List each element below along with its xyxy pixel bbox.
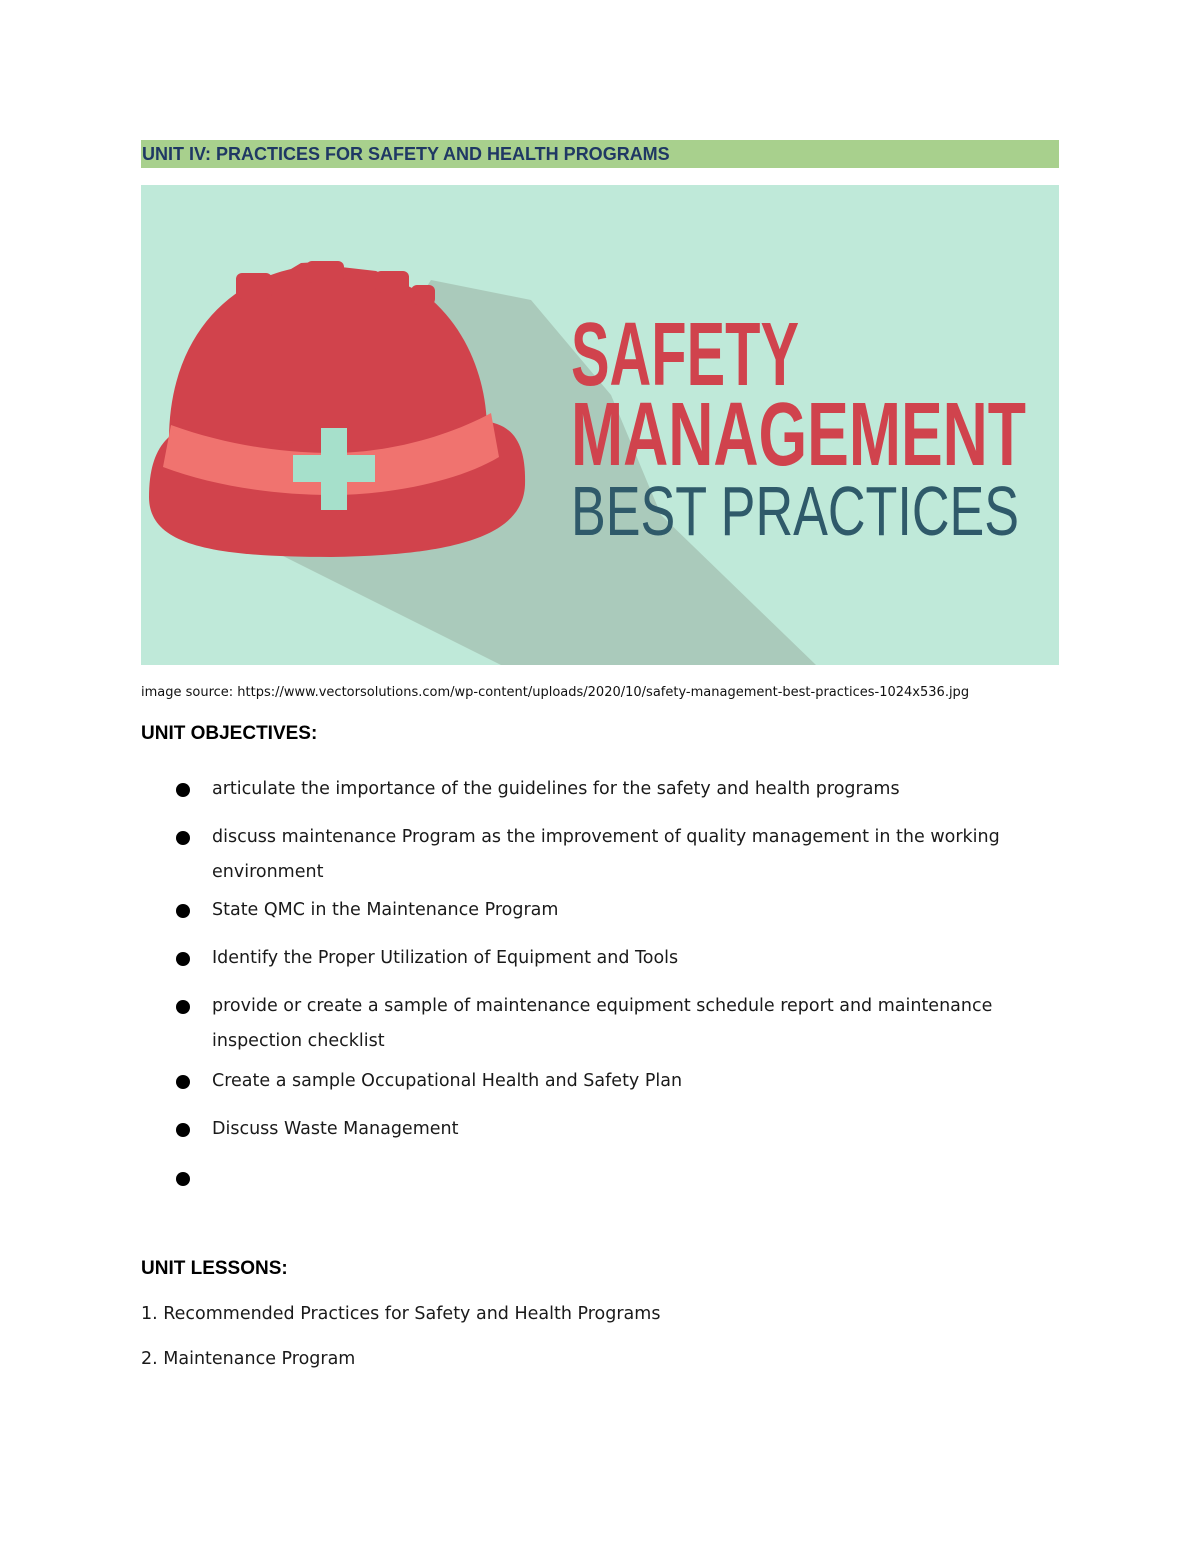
banner-line-3: BEST PRACTICES — [571, 472, 1019, 550]
bullet-icon — [176, 1123, 190, 1137]
lessons-heading: UNIT LESSONS: — [141, 1258, 288, 1279]
lesson-item: 1. Recommended Practices for Safety and Health Programs — [141, 1304, 661, 1324]
bullet-icon — [176, 1075, 190, 1089]
objectives-heading: UNIT OBJECTIVES: — [141, 723, 318, 744]
bullet-icon — [176, 831, 190, 845]
list-item: provide or create a sample of maintenance equipment schedule report and maintenance inspection checklist — [176, 989, 1026, 1059]
bullet-icon — [176, 952, 190, 966]
bullet-icon — [176, 783, 190, 797]
banner-line-2: MANAGEMENT — [571, 385, 1027, 485]
list-item: discuss maintenance Program as the improvement of quality management in the working environment — [176, 820, 1026, 890]
list-item: Discuss Waste Management — [176, 1112, 1026, 1147]
bullet-icon — [176, 1172, 190, 1186]
list-item: Identify the Proper Utilization of Equipment and Tools — [176, 941, 1026, 976]
image-source-caption: image source: https://www.vectorsolutions.com/wp-content/uploads/2020/10/safety-management-best-practices-1024x536.jpg — [141, 685, 970, 700]
lesson-item: 2. Maintenance Program — [141, 1349, 356, 1369]
banner-line-1: SAFETY — [571, 305, 799, 405]
list-item: State QMC in the Maintenance Program — [176, 893, 1026, 928]
bullet-icon — [176, 1000, 190, 1014]
list-item: Create a sample Occupational Health and Safety Plan — [176, 1064, 1026, 1099]
list-item: articulate the importance of the guidelines for the safety and health programs — [176, 772, 1026, 807]
safety-management-banner — [141, 185, 1059, 665]
unit-title: UNIT IV: PRACTICES FOR SAFETY AND HEALTH PROGRAMS — [141, 140, 1059, 168]
bullet-icon — [176, 904, 190, 918]
